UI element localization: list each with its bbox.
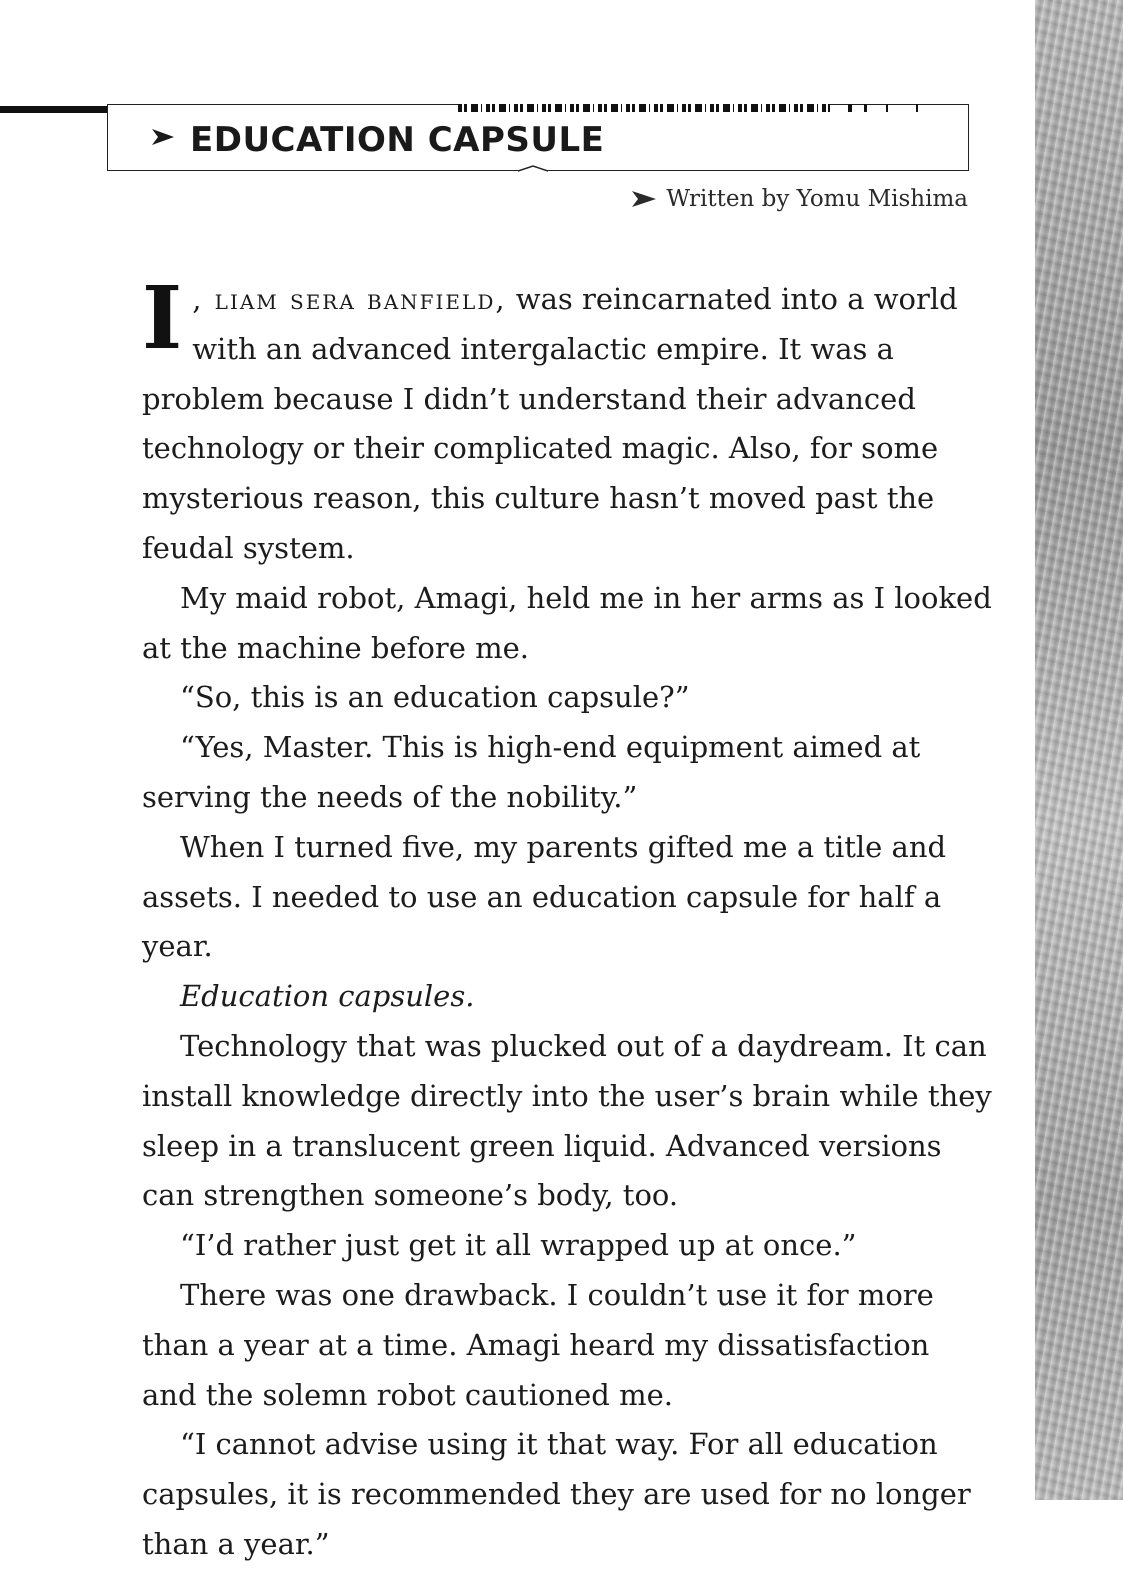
- barcode-tick: [916, 104, 918, 112]
- barcode-decoration: [458, 104, 830, 112]
- header-rule: [0, 106, 108, 113]
- paragraph: “I cannot advise using it that way. For all education capsules, it is recommended they are used for no longer than a year.”: [142, 1427, 971, 1561]
- header-notch: [518, 165, 548, 177]
- byline: [632, 186, 968, 212]
- paragraph: “Yes, Master. This is high-end equipment aimed at serving the needs of the nobility.”: [142, 730, 921, 814]
- paragraph: “I’d rather just get it all wrapped up at once.”: [180, 1228, 857, 1263]
- opening-text: was reincarnated into a world with an advanced intergalactic empire. It was a problem because I didn’t understand their advanced technology or their complicated magic. Also, for some mysterious reason, this culture hasn’t moved past the feudal system.: [142, 282, 958, 565]
- section-title: EDUCATION CAPSULE: [190, 120, 605, 160]
- opening-smallcaps: , liam sera banfield,: [192, 282, 507, 316]
- paragraph: There was one drawback. I couldn’t use it for more than a year at a time. Amagi heard my dissatisfaction and the solemn robot cautioned me.: [142, 1277, 934, 1412]
- barcode-tick: [864, 104, 867, 112]
- byline-arrow-icon: [632, 190, 656, 208]
- paragraph: My maid robot, Amagi, held me in her arms as I looked at the machine before me.: [142, 580, 992, 665]
- italic-paragraph: [142, 972, 992, 1022]
- article-body: [142, 268, 992, 1570]
- arrow-right-icon: [152, 127, 174, 147]
- paragraph: “So, this is an education capsule?”: [180, 680, 690, 715]
- barcode-tick: [848, 104, 852, 112]
- opening-paragraph: [142, 268, 992, 574]
- decorative-side-strip: [1035, 0, 1123, 1500]
- byline-text: Written by Yomu Mishima: [666, 186, 968, 212]
- barcode-tick: [886, 104, 888, 112]
- paragraph: When I turned five, my parents gifted me a title and assets. I needed to use an education capsule for half a year.: [142, 829, 947, 964]
- italic-text: Education capsules.: [180, 979, 475, 1014]
- paragraph: Technology that was plucked out of a daydream. It can install knowledge directly into the user’s brain while they sleep in a translucent green liquid. Advanced versions can strengthen someone’s body, too.: [142, 1028, 992, 1213]
- drop-cap: I: [142, 268, 183, 369]
- section-header: [107, 104, 969, 171]
